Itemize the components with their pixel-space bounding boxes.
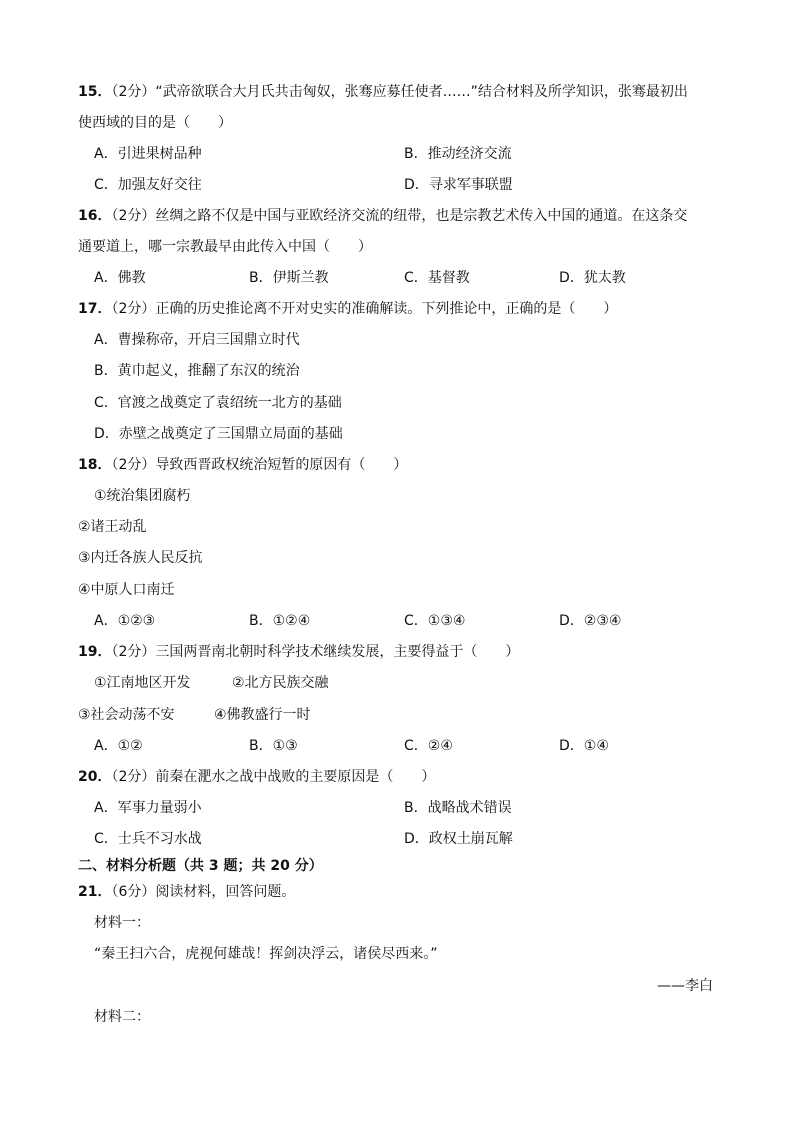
material-label: 材料二： <box>94 1009 150 1025</box>
question-text: （2分）三国两晋南北朝时科学技术继续发展，主要得益于（ ） <box>111 644 520 660</box>
option-a[interactable]: A．佛教 <box>94 270 146 286</box>
option-d[interactable]: D．①④ <box>559 738 609 754</box>
question-text: （2分）导致西晋政权统治短暂的原因有（ ） <box>111 457 408 473</box>
option-a[interactable]: A．军事力量弱小 <box>94 800 202 816</box>
option-b[interactable]: B．①③ <box>249 738 298 754</box>
option-d[interactable]: D．犹太教 <box>559 270 626 286</box>
question-text: （2分）正确的历史推论离不开对史实的准确解读。下列推论中，正确的是（ ） <box>111 301 618 317</box>
question-number: 19． <box>78 644 112 660</box>
quote-author: ——李白 <box>657 978 713 994</box>
question-number: 16． <box>78 208 112 224</box>
option-b[interactable]: B．①②④ <box>249 613 311 629</box>
option-c[interactable]: C．士兵不习水战 <box>94 831 202 847</box>
question-15 <box>78 82 688 102</box>
option-d[interactable]: D．赤壁之战奠定了三国鼎立局面的基础 <box>94 426 343 442</box>
material-label: 材料一： <box>94 915 150 931</box>
question-text-cont: 使西域的目的是（ ） <box>78 115 232 131</box>
question-number: 20． <box>78 769 112 785</box>
option-b[interactable]: B．伊斯兰教 <box>249 270 329 286</box>
question-text: （2分）“武帝欲联合大月氏共击匈奴，张骞应募任使者……”结合材料及所学知识，张骞最初出 <box>111 84 688 100</box>
option-a[interactable]: A．①②③ <box>94 613 156 629</box>
option-b[interactable]: B．战略战术错误 <box>404 800 512 816</box>
question-16 <box>78 206 687 226</box>
question-text: （2分）丝绸之路不仅是中国与亚欧经济交流的纽带，也是宗教艺术传入中国的通道。在这条交 <box>111 208 688 224</box>
question-text-cont: 通要道上，哪一宗教最早由此传入中国（ ） <box>78 239 372 255</box>
question-text: （2分）前秦在淝水之战中战败的主要原因是（ ） <box>111 769 436 785</box>
statement-item: ②诸王动乱 <box>78 519 147 535</box>
question-number: 17． <box>78 301 112 317</box>
question-number: 21． <box>78 884 112 900</box>
option-a[interactable]: A．引进果树品种 <box>94 146 202 162</box>
option-b[interactable]: B．黄巾起义，推翻了东汉的统治 <box>94 363 300 379</box>
question-20 <box>78 767 435 787</box>
statement-item: ③内迁各族人民反抗 <box>78 550 203 566</box>
statement-item: ③社会动荡不安 <box>78 707 175 723</box>
option-d[interactable]: D．②③④ <box>559 613 622 629</box>
option-a[interactable]: A．①② <box>94 738 143 754</box>
question-19 <box>78 642 519 662</box>
option-a[interactable]: A．曹操称帝，开启三国鼎立时代 <box>94 332 300 348</box>
option-d[interactable]: D．政权土崩瓦解 <box>404 831 513 847</box>
section-heading: 二、材料分析题（共 3 题；共 20 分） <box>78 858 323 874</box>
statement-item: ①江南地区开发 <box>94 675 191 691</box>
statement-item: ④中原人口南迁 <box>78 582 175 598</box>
question-17 <box>78 299 617 319</box>
statement-item: ①统治集团腐朽 <box>94 488 191 504</box>
statement-item: ②北方民族交融 <box>232 675 329 691</box>
question-text: （6分）阅读材料，回答问题。 <box>111 884 296 900</box>
option-c[interactable]: C．基督教 <box>404 270 470 286</box>
question-number: 15． <box>78 84 112 100</box>
question-number: 18． <box>78 457 112 473</box>
option-c[interactable]: C．加强友好交往 <box>94 177 202 193</box>
option-d[interactable]: D．寻求军事联盟 <box>404 177 513 193</box>
option-b[interactable]: B．推动经济交流 <box>404 146 512 162</box>
statement-item: ④佛教盛行一时 <box>214 707 311 723</box>
option-c[interactable]: C．官渡之战奠定了袁绍统一北方的基础 <box>94 395 342 411</box>
material-quote: “秦王扫六合，虎视何雄哉！挥剑决浮云，诸侯尽西来。” <box>94 946 438 962</box>
option-c[interactable]: C．②④ <box>404 738 453 754</box>
question-18 <box>78 455 407 475</box>
question-21 <box>78 882 295 902</box>
option-c[interactable]: C．①③④ <box>404 613 466 629</box>
